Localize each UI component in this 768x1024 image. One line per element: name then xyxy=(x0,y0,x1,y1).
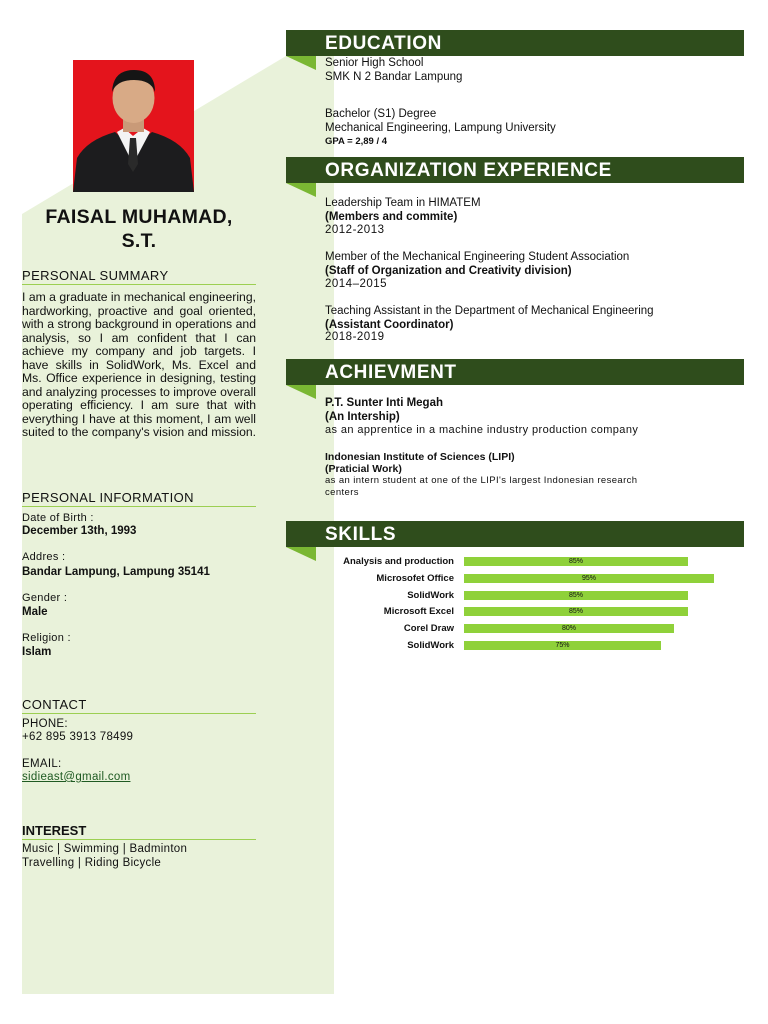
organization-banner-fold xyxy=(286,183,316,197)
gender-value: Male xyxy=(22,606,48,618)
organization-position: (Members and commite) xyxy=(325,210,458,223)
skill-bar xyxy=(464,574,714,583)
interest-heading: INTEREST xyxy=(22,823,256,840)
organization-role: Leadership Team in HIMATEM xyxy=(325,197,481,209)
organization-item xyxy=(325,197,481,224)
organization-years: 2012-2013 xyxy=(325,224,385,236)
skill-bar xyxy=(464,591,688,600)
email-label: EMAIL: xyxy=(22,758,62,770)
skill-percent-label: 85% xyxy=(568,591,583,599)
achievement-company: P.T. Sunter Inti Megah xyxy=(325,397,443,409)
name-line-1: FAISAL MUHAMAD, xyxy=(45,206,233,228)
dob-value: December 13th, 1993 xyxy=(22,525,137,537)
achievement-banner-fold xyxy=(286,385,316,399)
organization-item xyxy=(325,251,629,278)
education-banner-fold xyxy=(286,56,316,70)
education-gpa: GPA = 2,89 / 4 xyxy=(325,136,388,147)
interest-line-1: Music | Swimming | Badminton xyxy=(22,843,188,855)
organization-years: 2018-2019 xyxy=(325,331,385,343)
address-label: Addres : xyxy=(22,551,66,563)
organization-years: 2014–2015 xyxy=(325,278,388,290)
organization-position: (Staff of Organization and Creativity division) xyxy=(325,264,572,277)
religion-label: Religion : xyxy=(22,632,71,644)
organization-role: Teaching Assistant in the Department of Mechanical Engineering xyxy=(325,305,654,317)
skill-label: Analysis and production xyxy=(343,556,454,567)
skill-bar xyxy=(464,641,661,650)
skill-label: Corel Draw xyxy=(403,623,454,635)
religion-value: Islam xyxy=(22,646,52,658)
skill-percent-label: 80% xyxy=(561,625,576,633)
personal-information-heading: PERSONAL INFORMATION xyxy=(22,490,256,507)
phone-value: +62 895 3913 78499 xyxy=(22,731,134,743)
organization-position: (Assistant Coordinator) xyxy=(325,318,454,331)
profile-photo xyxy=(73,60,194,192)
education-degree: Bachelor (S1) Degree xyxy=(325,108,437,120)
organization-role: Member of the Mechanical Engineering Student Association xyxy=(325,251,630,263)
name-line-2: S.T. xyxy=(121,230,157,252)
education-major: Mechanical Engineering, Lampung University xyxy=(325,121,556,134)
education-school: Senior High School xyxy=(325,57,424,69)
education-school-name: SMK N 2 Bandar Lampung xyxy=(325,70,463,83)
education-item xyxy=(325,57,462,84)
education-item xyxy=(325,108,556,149)
phone-label: PHONE: xyxy=(22,718,68,730)
skill-bar xyxy=(464,624,674,633)
skill-bar xyxy=(464,607,688,616)
skill-percent-label: 85% xyxy=(568,558,583,565)
achievement-description-line: as an intern student at one of the LIPI's largest Indonesian research xyxy=(325,475,638,486)
skill-bar xyxy=(464,557,688,566)
personal-summary-text: I am a graduate in mechanical engineering, hardworking, proactive and goal oriented, with a strong background in operations and analysis, so I am confident that I can achieve my company and job targets. I have skills in SolidWork, Ms. Excel and Ms. Office experience in designing, testing and analyzing processes to improve overall operating efficiency. I am sure that with everything I have at this moment, I am well suited to the company's vision and mission. xyxy=(22,290,257,439)
skills-banner: SKILLS xyxy=(286,521,744,547)
skill-label: SolidWork xyxy=(407,640,454,651)
skill-label: Microsofet Office xyxy=(376,572,454,584)
dob-label: Date of Birth : xyxy=(22,512,94,524)
achievement-item xyxy=(325,451,515,475)
skill-percent-label: 75% xyxy=(555,642,570,649)
contact-heading: CONTACT xyxy=(22,697,256,714)
address-value: Bandar Lampung, Lampung 35141 xyxy=(22,566,210,578)
achievement-item xyxy=(325,397,443,424)
email-link[interactable]: sidieast@gmail.com xyxy=(22,771,131,783)
skill-percent-label: 95% xyxy=(581,574,596,582)
skill-label: Microsoft Excel xyxy=(383,606,454,618)
achievement-company: Indonesian Institute of Sciences (LIPI) xyxy=(325,451,515,463)
education-banner: EDUCATION xyxy=(286,30,744,56)
interest-line-2: Travelling | Riding Bicycle xyxy=(22,857,162,869)
achievement-banner: ACHIEVMENT xyxy=(286,359,744,385)
achievement-type: (Praticial Work) xyxy=(325,463,402,475)
organization-banner: ORGANIZATION EXPERIENCE xyxy=(286,157,744,183)
skill-percent-label: 85% xyxy=(568,608,583,616)
candidate-name xyxy=(22,205,256,253)
achievement-description: as an apprentice in a machine industry production company xyxy=(325,424,639,436)
organization-item xyxy=(325,305,654,332)
achievement-description xyxy=(325,475,637,499)
achievement-type: (An Intership) xyxy=(325,410,400,423)
gender-label: Gender : xyxy=(22,592,68,604)
skill-label: SolidWork xyxy=(407,589,454,601)
achievement-description-line: centers xyxy=(325,487,359,498)
personal-summary-heading: PERSONAL SUMMARY xyxy=(22,268,256,285)
